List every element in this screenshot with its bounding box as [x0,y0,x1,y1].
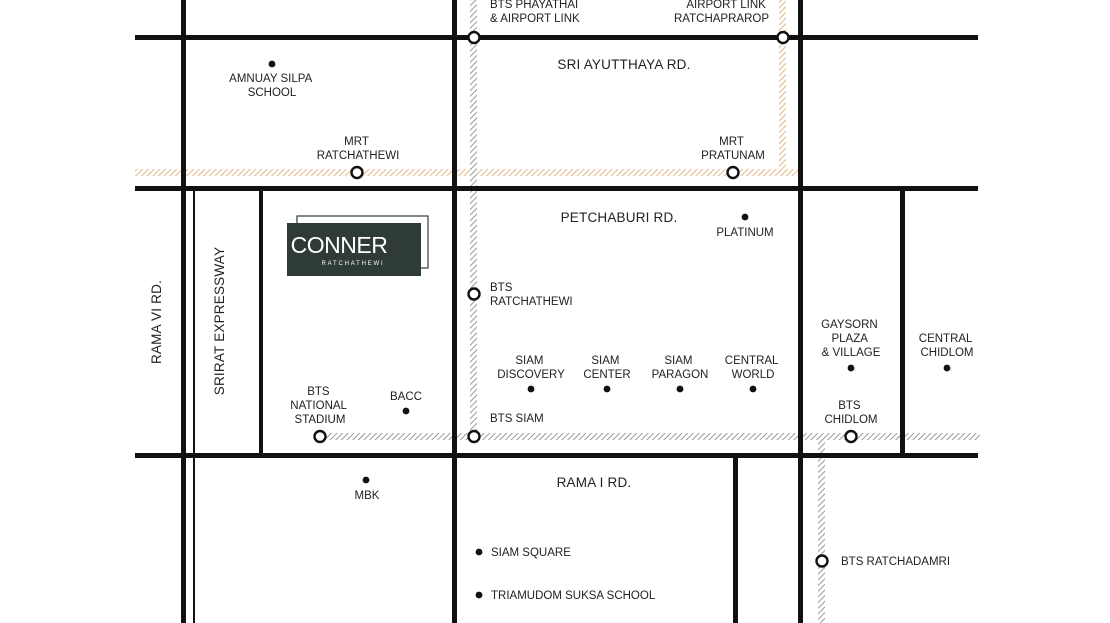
rama6-road [181,0,186,623]
siam-paragon-label: SIAM PARAGON [651,355,709,381]
siam-paragon-dot-icon [677,386,684,393]
bts-siam-label: BTS SIAM [490,413,544,425]
srirat-label: SRIRAT EXPRESSWAY [212,246,227,396]
phayathai-station-icon [469,32,480,43]
ratchaprarop-label: AIRPORT LINK RATCHAPRAROP [674,0,769,25]
phayathai-road [452,0,457,623]
bts-chidlom-station-icon [846,431,857,442]
mrt-pratunam-label: MRT PRATUNAM [701,136,765,162]
bts-ratchadamri-label: BTS RATCHADAMRI [841,556,951,568]
mbk-dot-icon [363,477,370,484]
amnuay-label: AMNUAY SILPA SCHOOL [229,73,312,99]
rama6-label: RAMA VI RD. [149,280,164,364]
ratchaprarop-road [798,0,803,623]
central-world-dot-icon [750,386,757,393]
bts-ratchathewi-label: BTS RATCHATHEWI [490,282,573,308]
siam-discovery-dot-icon [528,386,535,393]
expressway-line [193,191,195,623]
petchaburi-road [135,186,978,191]
mbk-label: MBK [354,490,380,502]
central-world-label: CENTRAL WORLD [724,355,779,381]
bacc-label: BACC [390,391,422,403]
platinum-dot-icon [742,214,749,221]
conner-logo[interactable] [287,216,428,276]
logo-subtitle: RATCHATHEWI [321,261,385,267]
rama1-label: RAMA I RD. [556,475,632,490]
expressway-east-road [259,191,263,455]
bts-ratchadamri-station-icon [817,556,828,567]
bts-chidlom-label: BTS CHIDLOM [824,400,878,426]
henri-dunant-road [733,455,738,623]
gaysorn-dot-icon [848,365,855,372]
national-stadium-station-icon [315,431,326,442]
siam-center-dot-icon [604,386,611,393]
bts-siam-station-icon [469,431,480,442]
national-stadium-label: BTS NATIONAL STADIUM [290,386,347,426]
triamudom-dot-icon [476,592,483,599]
bacc-dot-icon [403,408,410,415]
mrt-ratchathewi-label: MRT RATCHATHEWI [316,136,400,162]
mrt-pratunam-station-icon [728,167,739,178]
bts-lines [320,0,980,623]
chidlom-road [900,191,905,455]
triamudom-label: TRIAMUDOM SUKSA SCHOOL [491,590,656,602]
siam-square-dot-icon [476,549,483,556]
mrt-ratchathewi-station-icon [352,167,363,178]
bts-ratchathewi-station-icon [469,289,480,300]
sri-ayutthaya-label: SRI AYUTTHAYA RD. [557,57,691,72]
central-chidlom-dot-icon [944,365,951,372]
platinum-label: PLATINUM [716,227,774,239]
sri-ayutthaya-road [135,35,978,40]
phayathai-label: BTS PHAYATHAI & AIRPORT LINK [490,0,580,25]
siam-center-label: SIAM CENTER [583,355,631,381]
logo-title: CONNER [290,232,388,258]
siam-square-label: SIAM SQUARE [491,547,571,559]
gaysorn-label: GAYSORN PLAZA & VILLAGE [821,319,881,359]
siam-discovery-label: SIAM DISCOVERY [497,355,565,381]
petchaburi-label: PETCHABURI RD. [560,210,678,225]
ratchaprarop-station-icon [778,32,789,43]
central-chidlom-label: CENTRAL CHIDLOM [918,333,974,359]
amnuay-dot-icon [269,61,276,68]
